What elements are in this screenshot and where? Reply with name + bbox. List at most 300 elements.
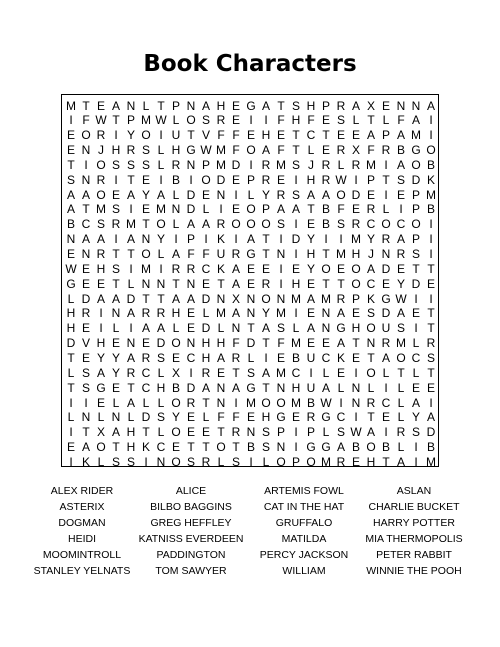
grid-letter[interactable]: Y — [156, 232, 165, 247]
grid-letter[interactable]: I — [249, 113, 253, 128]
grid-letter[interactable]: H — [96, 261, 106, 276]
grid-letter[interactable]: F — [82, 113, 90, 128]
grid-letter[interactable]: Y — [96, 350, 105, 365]
grid-letter[interactable]: B — [291, 350, 300, 365]
grid-letter[interactable]: N — [156, 454, 166, 469]
grid-letter[interactable]: X — [231, 291, 240, 306]
grid-letter[interactable]: I — [414, 440, 418, 455]
grid-letter[interactable]: L — [97, 454, 105, 469]
grid-letter[interactable]: A — [231, 276, 240, 291]
grid-letter[interactable]: T — [262, 247, 270, 261]
grid-letter[interactable]: T — [112, 113, 120, 128]
grid-letter[interactable]: N — [246, 306, 256, 321]
grid-letter[interactable]: J — [98, 143, 104, 158]
grid-letter[interactable]: C — [411, 350, 421, 365]
grid-letter[interactable]: S — [291, 157, 300, 172]
grid-letter[interactable]: L — [397, 380, 405, 395]
grid-letter[interactable]: Y — [411, 410, 420, 425]
grid-letter[interactable]: E — [141, 202, 150, 217]
grid-letter[interactable]: I — [204, 232, 208, 247]
grid-letter[interactable]: N — [186, 276, 196, 291]
grid-letter[interactable]: E — [276, 172, 285, 187]
grid-letter[interactable]: G — [321, 410, 331, 425]
grid-letter[interactable]: H — [201, 350, 211, 365]
grid-letter[interactable]: E — [201, 187, 210, 202]
grid-letter[interactable]: H — [306, 98, 316, 113]
grid-letter[interactable]: A — [396, 157, 405, 172]
grid-letter[interactable]: D — [426, 425, 436, 440]
grid-letter[interactable]: K — [336, 350, 345, 365]
grid-letter[interactable]: S — [291, 187, 300, 202]
grid-letter[interactable]: A — [366, 128, 375, 143]
grid-letter[interactable]: R — [321, 172, 331, 187]
grid-letter[interactable]: D — [411, 276, 421, 291]
grid-letter[interactable]: E — [186, 425, 195, 440]
grid-letter[interactable]: E — [411, 380, 420, 395]
grid-letter[interactable]: H — [351, 247, 361, 261]
grid-letter[interactable]: E — [396, 261, 405, 276]
grid-letter[interactable]: N — [351, 380, 361, 395]
grid-letter[interactable]: A — [381, 350, 390, 365]
grid-letter[interactable]: S — [246, 365, 255, 380]
grid-letter[interactable]: T — [217, 425, 225, 440]
grid-letter[interactable]: I — [414, 291, 418, 306]
grid-letter[interactable]: L — [322, 365, 330, 380]
grid-letter[interactable]: A — [126, 350, 135, 365]
grid-letter[interactable]: L — [397, 395, 405, 410]
grid-letter[interactable]: A — [186, 217, 195, 232]
grid-letter[interactable]: D — [201, 321, 211, 336]
grid-letter[interactable]: O — [246, 143, 256, 158]
grid-letter[interactable]: E — [381, 410, 390, 425]
grid-letter[interactable]: O — [396, 350, 406, 365]
grid-letter[interactable]: A — [321, 187, 330, 202]
grid-letter[interactable]: R — [231, 247, 241, 261]
grid-letter[interactable]: H — [261, 410, 271, 425]
grid-letter[interactable]: E — [246, 128, 255, 143]
grid-letter[interactable]: R — [216, 217, 226, 232]
grid-letter[interactable]: T — [172, 276, 180, 291]
grid-letter[interactable]: O — [96, 440, 106, 455]
grid-letter[interactable]: C — [156, 440, 166, 455]
grid-letter[interactable]: S — [336, 217, 345, 232]
grid-letter[interactable]: L — [262, 454, 270, 469]
grid-letter[interactable]: I — [84, 395, 88, 410]
grid-letter[interactable]: M — [126, 217, 136, 232]
grid-letter[interactable]: G — [276, 410, 286, 425]
grid-letter[interactable]: L — [412, 336, 420, 351]
grid-letter[interactable]: I — [129, 261, 133, 276]
grid-letter[interactable]: E — [306, 217, 315, 232]
grid-letter[interactable]: R — [156, 306, 166, 321]
grid-letter[interactable]: M — [426, 187, 436, 202]
grid-letter[interactable]: O — [366, 321, 376, 336]
grid-letter[interactable]: M — [426, 454, 436, 469]
grid-letter[interactable]: S — [336, 113, 345, 128]
grid-letter[interactable]: O — [261, 217, 271, 232]
grid-letter[interactable]: S — [411, 247, 420, 261]
grid-letter[interactable]: S — [201, 113, 210, 128]
grid-letter[interactable]: F — [202, 247, 210, 261]
grid-letter[interactable]: B — [381, 440, 390, 455]
grid-letter[interactable]: S — [276, 217, 285, 232]
grid-letter[interactable]: A — [396, 232, 405, 247]
grid-letter[interactable]: T — [397, 365, 405, 380]
grid-letter[interactable]: O — [171, 454, 181, 469]
grid-letter[interactable]: M — [216, 143, 226, 158]
grid-letter[interactable]: P — [171, 98, 180, 113]
grid-letter[interactable]: Y — [396, 276, 405, 291]
grid-letter[interactable]: L — [127, 276, 135, 291]
grid-letter[interactable]: L — [217, 454, 225, 469]
grid-letter[interactable]: D — [186, 187, 196, 202]
grid-letter[interactable]: L — [292, 321, 300, 336]
grid-letter[interactable]: S — [156, 350, 165, 365]
grid-letter[interactable]: P — [351, 291, 360, 306]
grid-letter[interactable]: T — [142, 217, 150, 232]
grid-letter[interactable]: F — [232, 410, 240, 425]
grid-letter[interactable]: R — [201, 365, 211, 380]
grid-letter[interactable]: G — [336, 321, 346, 336]
grid-letter[interactable]: I — [219, 202, 223, 217]
grid-letter[interactable]: H — [171, 306, 181, 321]
grid-letter[interactable]: L — [337, 380, 345, 395]
grid-letter[interactable]: N — [81, 143, 91, 158]
grid-letter[interactable]: E — [366, 187, 375, 202]
grid-letter[interactable]: H — [366, 454, 376, 469]
grid-letter[interactable]: X — [171, 365, 180, 380]
grid-letter[interactable]: L — [67, 291, 75, 306]
grid-letter[interactable]: O — [411, 157, 421, 172]
grid-letter[interactable]: N — [126, 98, 136, 113]
grid-letter[interactable]: R — [171, 261, 181, 276]
grid-letter[interactable]: R — [381, 232, 391, 247]
grid-letter[interactable]: L — [382, 113, 390, 128]
grid-letter[interactable]: S — [426, 350, 435, 365]
grid-letter[interactable]: E — [336, 261, 345, 276]
grid-letter[interactable]: A — [81, 232, 90, 247]
grid-letter[interactable]: Y — [261, 306, 270, 321]
grid-letter[interactable]: L — [382, 365, 390, 380]
grid-letter[interactable]: O — [201, 172, 211, 187]
grid-letter[interactable]: F — [217, 410, 225, 425]
grid-letter[interactable]: M — [396, 336, 406, 351]
grid-letter[interactable]: T — [187, 128, 195, 143]
grid-letter[interactable]: X — [366, 98, 375, 113]
grid-letter[interactable]: N — [231, 321, 241, 336]
grid-letter[interactable]: E — [351, 306, 360, 321]
grid-letter[interactable]: F — [217, 128, 225, 143]
grid-letter[interactable]: A — [126, 306, 135, 321]
grid-letter[interactable]: R — [306, 410, 316, 425]
grid-letter[interactable]: R — [366, 202, 376, 217]
grid-letter[interactable]: B — [306, 395, 315, 410]
grid-letter[interactable]: I — [429, 291, 433, 306]
grid-letter[interactable]: C — [366, 276, 376, 291]
grid-letter[interactable]: R — [336, 143, 346, 158]
grid-letter[interactable]: S — [111, 157, 120, 172]
grid-letter[interactable]: T — [112, 440, 120, 455]
grid-letter[interactable]: M — [321, 454, 331, 469]
grid-letter[interactable]: E — [351, 202, 360, 217]
grid-letter[interactable]: B — [396, 143, 405, 158]
grid-letter[interactable]: H — [96, 336, 106, 351]
grid-letter[interactable]: L — [157, 365, 165, 380]
grid-letter[interactable]: A — [66, 187, 75, 202]
grid-letter[interactable]: L — [397, 410, 405, 425]
grid-letter[interactable]: F — [187, 247, 195, 261]
grid-letter[interactable]: P — [126, 113, 135, 128]
grid-letter[interactable]: D — [201, 291, 211, 306]
grid-letter[interactable]: A — [111, 98, 120, 113]
grid-letter[interactable]: W — [65, 261, 77, 276]
grid-letter[interactable]: D — [381, 306, 391, 321]
grid-letter[interactable]: H — [126, 440, 136, 455]
grid-letter[interactable]: F — [232, 143, 240, 158]
grid-letter[interactable]: M — [291, 291, 301, 306]
grid-letter[interactable]: F — [337, 202, 345, 217]
grid-letter[interactable]: R — [336, 291, 346, 306]
grid-letter[interactable]: P — [321, 98, 330, 113]
grid-letter[interactable]: K — [141, 440, 150, 455]
grid-letter[interactable]: N — [381, 247, 391, 261]
grid-letter[interactable]: T — [427, 321, 435, 336]
grid-letter[interactable]: E — [81, 350, 90, 365]
grid-letter[interactable]: L — [157, 157, 165, 172]
grid-letter[interactable]: I — [234, 187, 238, 202]
grid-letter[interactable]: R — [381, 336, 391, 351]
grid-letter[interactable]: A — [336, 440, 345, 455]
grid-letter[interactable]: S — [111, 261, 120, 276]
grid-letter[interactable]: E — [381, 276, 390, 291]
grid-letter[interactable]: S — [111, 202, 120, 217]
grid-letter[interactable]: E — [231, 202, 240, 217]
grid-letter[interactable]: R — [141, 306, 151, 321]
grid-letter[interactable]: M — [336, 247, 346, 261]
grid-letter[interactable]: E — [216, 365, 225, 380]
grid-letter[interactable]: L — [307, 143, 315, 158]
grid-letter[interactable]: I — [384, 380, 388, 395]
grid-letter[interactable]: L — [172, 113, 180, 128]
grid-letter[interactable]: P — [306, 425, 315, 440]
grid-letter[interactable]: F — [367, 143, 375, 158]
grid-letter[interactable]: M — [156, 202, 166, 217]
grid-letter[interactable]: K — [366, 291, 375, 306]
grid-letter[interactable]: L — [157, 247, 165, 261]
grid-letter[interactable]: T — [112, 276, 120, 291]
grid-letter[interactable]: T — [142, 291, 150, 306]
grid-letter[interactable]: H — [291, 113, 301, 128]
grid-letter[interactable]: N — [216, 380, 226, 395]
grid-letter[interactable]: H — [216, 336, 226, 351]
grid-letter[interactable]: M — [291, 395, 301, 410]
grid-letter[interactable]: G — [306, 440, 316, 455]
grid-letter[interactable]: D — [411, 172, 421, 187]
grid-letter[interactable]: F — [277, 143, 285, 158]
grid-letter[interactable]: M — [276, 306, 286, 321]
grid-letter[interactable]: R — [216, 113, 226, 128]
grid-letter[interactable]: O — [426, 143, 436, 158]
grid-letter[interactable]: A — [261, 365, 270, 380]
grid-letter[interactable]: O — [81, 128, 91, 143]
grid-letter[interactable]: M — [291, 336, 301, 351]
grid-letter[interactable]: M — [216, 306, 226, 321]
grid-letter[interactable]: I — [354, 365, 358, 380]
grid-letter[interactable]: S — [261, 440, 270, 455]
grid-letter[interactable]: H — [111, 143, 121, 158]
grid-letter[interactable]: T — [157, 98, 165, 113]
grid-letter[interactable]: A — [261, 143, 270, 158]
grid-letter[interactable]: I — [114, 172, 118, 187]
grid-letter[interactable]: O — [351, 261, 361, 276]
grid-letter[interactable]: T — [322, 276, 330, 291]
grid-letter[interactable]: R — [261, 172, 271, 187]
grid-letter[interactable]: E — [66, 440, 75, 455]
grid-letter[interactable]: B — [321, 217, 330, 232]
grid-letter[interactable]: D — [186, 202, 196, 217]
grid-letter[interactable]: S — [336, 425, 345, 440]
grid-letter[interactable]: I — [339, 395, 343, 410]
grid-letter[interactable]: T — [367, 410, 375, 425]
grid-letter[interactable]: M — [366, 157, 376, 172]
grid-letter[interactable]: E — [96, 276, 105, 291]
grid-letter[interactable]: C — [186, 350, 196, 365]
grid-letter[interactable]: E — [321, 336, 330, 351]
grid-letter[interactable]: I — [384, 157, 388, 172]
grid-letter[interactable]: G — [246, 247, 256, 261]
grid-letter[interactable]: E — [141, 336, 150, 351]
grid-letter[interactable]: S — [81, 365, 90, 380]
grid-letter[interactable]: N — [81, 247, 91, 261]
grid-letter[interactable]: N — [351, 395, 361, 410]
grid-letter[interactable]: C — [306, 128, 316, 143]
grid-letter[interactable]: I — [69, 425, 73, 440]
grid-letter[interactable]: T — [412, 261, 420, 276]
grid-letter[interactable]: T — [382, 454, 390, 469]
grid-letter[interactable]: L — [202, 202, 210, 217]
grid-letter[interactable]: Y — [126, 128, 135, 143]
grid-letter[interactable]: L — [337, 157, 345, 172]
grid-letter[interactable]: B — [246, 440, 255, 455]
grid-letter[interactable]: H — [306, 172, 316, 187]
grid-letter[interactable]: A — [396, 306, 405, 321]
grid-letter[interactable]: S — [261, 425, 270, 440]
grid-letter[interactable]: N — [186, 336, 196, 351]
grid-letter[interactable]: A — [186, 291, 195, 306]
grid-letter[interactable]: I — [294, 440, 298, 455]
grid-letter[interactable]: R — [321, 157, 331, 172]
grid-letter[interactable]: T — [367, 113, 375, 128]
grid-letter[interactable]: I — [324, 232, 328, 247]
grid-letter[interactable]: R — [426, 336, 436, 351]
grid-letter[interactable]: T — [82, 98, 90, 113]
grid-letter[interactable]: M — [141, 261, 151, 276]
grid-letter[interactable]: S — [396, 172, 405, 187]
grid-letter[interactable]: O — [96, 187, 106, 202]
grid-letter[interactable]: O — [231, 217, 241, 232]
grid-letter[interactable]: A — [66, 202, 75, 217]
grid-letter[interactable]: R — [351, 217, 361, 232]
grid-letter[interactable]: S — [66, 172, 75, 187]
grid-letter[interactable]: T — [277, 98, 285, 113]
grid-letter[interactable]: O — [171, 336, 181, 351]
grid-letter[interactable]: I — [294, 247, 298, 261]
grid-letter[interactable]: B — [171, 380, 180, 395]
grid-letter[interactable]: V — [81, 336, 90, 351]
grid-letter[interactable]: P — [366, 172, 375, 187]
grid-letter[interactable]: E — [351, 128, 360, 143]
grid-letter[interactable]: I — [249, 157, 253, 172]
grid-letter[interactable]: B — [426, 202, 435, 217]
grid-letter[interactable]: M — [276, 157, 286, 172]
grid-letter[interactable]: A — [366, 261, 375, 276]
grid-letter[interactable]: E — [201, 425, 210, 440]
grid-letter[interactable]: R — [261, 157, 271, 172]
grid-letter[interactable]: G — [381, 291, 391, 306]
grid-letter[interactable]: H — [351, 321, 361, 336]
grid-letter[interactable]: A — [336, 306, 345, 321]
grid-letter[interactable]: I — [114, 128, 118, 143]
grid-letter[interactable]: I — [264, 350, 268, 365]
grid-letter[interactable]: T — [292, 128, 300, 143]
grid-letter[interactable]: A — [126, 395, 135, 410]
grid-letter[interactable]: A — [396, 454, 405, 469]
grid-letter[interactable]: H — [201, 336, 211, 351]
grid-letter[interactable]: O — [171, 395, 181, 410]
grid-letter[interactable]: N — [81, 172, 91, 187]
grid-letter[interactable]: A — [261, 321, 270, 336]
grid-letter[interactable]: S — [291, 98, 300, 113]
grid-letter[interactable]: Y — [111, 350, 120, 365]
grid-letter[interactable]: R — [396, 247, 406, 261]
grid-letter[interactable]: F — [232, 336, 240, 351]
grid-letter[interactable]: E — [171, 350, 180, 365]
grid-letter[interactable]: T — [262, 380, 270, 395]
grid-letter[interactable]: O — [96, 157, 106, 172]
grid-letter[interactable]: O — [306, 454, 316, 469]
grid-letter[interactable]: E — [231, 113, 240, 128]
grid-letter[interactable]: N — [111, 410, 121, 425]
grid-letter[interactable]: N — [141, 276, 151, 291]
grid-letter[interactable]: S — [396, 321, 405, 336]
grid-letter[interactable]: H — [306, 247, 316, 261]
grid-letter[interactable]: T — [322, 247, 330, 261]
grid-letter[interactable]: I — [339, 232, 343, 247]
grid-letter[interactable]: T — [367, 350, 375, 365]
grid-letter[interactable]: N — [276, 247, 286, 261]
grid-letter[interactable]: N — [321, 306, 331, 321]
grid-letter[interactable]: L — [202, 410, 210, 425]
grid-letter[interactable]: E — [186, 321, 195, 336]
grid-letter[interactable]: A — [261, 98, 270, 113]
grid-letter[interactable]: L — [172, 217, 180, 232]
grid-letter[interactable]: C — [366, 217, 376, 232]
grid-letter[interactable]: I — [414, 454, 418, 469]
grid-letter[interactable]: C — [141, 365, 151, 380]
grid-letter[interactable]: A — [321, 380, 330, 395]
grid-letter[interactable]: P — [261, 202, 270, 217]
grid-letter[interactable]: F — [307, 113, 315, 128]
grid-letter[interactable]: R — [81, 306, 91, 321]
grid-letter[interactable]: R — [381, 143, 391, 158]
grid-letter[interactable]: Y — [366, 232, 375, 247]
grid-letter[interactable]: K — [81, 454, 90, 469]
grid-letter[interactable]: R — [276, 187, 286, 202]
grid-letter[interactable]: O — [366, 440, 376, 455]
grid-letter[interactable]: L — [397, 440, 405, 455]
grid-letter[interactable]: E — [66, 143, 75, 158]
grid-letter[interactable]: E — [171, 440, 180, 455]
